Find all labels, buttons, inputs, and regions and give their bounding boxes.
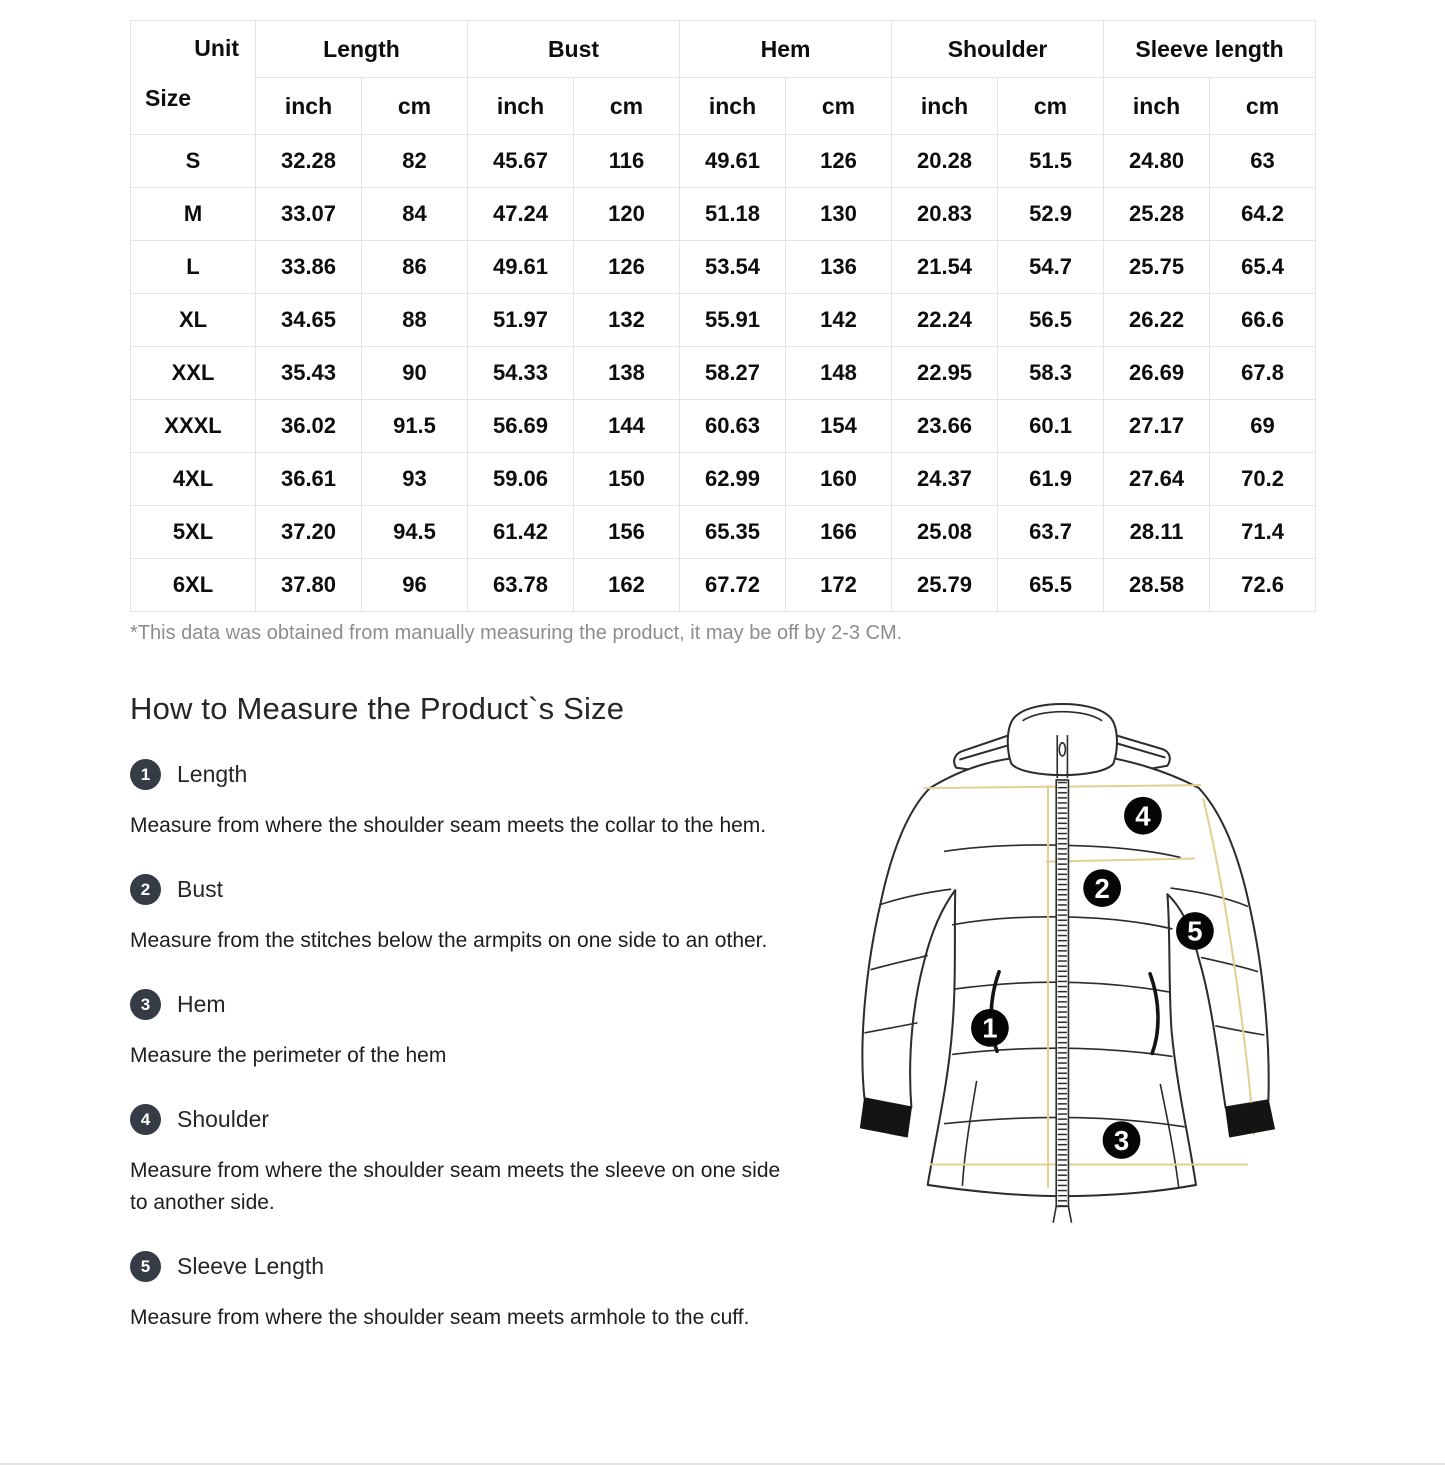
table-row — [131, 506, 1316, 559]
table-cell: 54.7 — [998, 241, 1104, 294]
table-cell: 60.1 — [998, 400, 1104, 453]
measure-item-label: Shoulder — [177, 1106, 270, 1132]
size-label: 5XL — [131, 506, 256, 559]
table-cell: 54.33 — [468, 347, 574, 400]
table-cell: 65.35 — [680, 506, 786, 559]
diagram-marker — [1124, 797, 1162, 835]
table-cell: 142 — [786, 294, 892, 347]
table-row — [131, 135, 1316, 188]
table-row — [131, 188, 1316, 241]
table-cell: 47.24 — [468, 188, 574, 241]
table-row — [131, 453, 1316, 506]
table-cell: 88 — [362, 294, 468, 347]
table-cell: 37.20 — [256, 506, 362, 559]
unit-header: inch — [468, 78, 574, 135]
measure-item-label: Sleeve Length — [177, 1253, 325, 1279]
svg-text:4: 4 — [1135, 800, 1151, 832]
table-cell: 64.2 — [1210, 188, 1316, 241]
table-cell: 148 — [786, 347, 892, 400]
table-cell: 56.5 — [998, 294, 1104, 347]
unit-header: cm — [1210, 78, 1316, 135]
measure-section-title: How to Measure the Product`s Size — [130, 691, 625, 726]
unit-header: inch — [892, 78, 998, 135]
table-cell: 144 — [574, 400, 680, 453]
table-cell: 70.2 — [1210, 453, 1316, 506]
table-cell: 136 — [786, 241, 892, 294]
table-row — [131, 294, 1316, 347]
size-table-body — [131, 135, 1316, 612]
corner-unit-label: Unit — [194, 35, 239, 61]
table-cell: 58.3 — [998, 347, 1104, 400]
table-cell: 25.28 — [1104, 188, 1210, 241]
table-cell: 51.97 — [468, 294, 574, 347]
column-group-bust: Bust — [468, 21, 680, 78]
measure-item-description: Measure from where the shoulder seam meets the sleeve on one side to another side. — [130, 1159, 781, 1214]
size-label: 4XL — [131, 453, 256, 506]
svg-text:5: 5 — [1187, 915, 1203, 947]
table-cell: 90 — [362, 347, 468, 400]
unit-header: inch — [680, 78, 786, 135]
size-label: S — [131, 135, 256, 188]
measure-item-label: Bust — [177, 876, 224, 902]
table-cell: 27.17 — [1104, 400, 1210, 453]
step-number-badge: 3 — [130, 989, 161, 1020]
size-chart-table — [130, 20, 1316, 612]
table-cell: 20.83 — [892, 188, 998, 241]
unit-header: inch — [1104, 78, 1210, 135]
table-cell: 67.72 — [680, 559, 786, 612]
table-cell: 22.95 — [892, 347, 998, 400]
table-cell: 126 — [574, 241, 680, 294]
table-row — [131, 400, 1316, 453]
table-cell: 65.4 — [1210, 241, 1316, 294]
table-cell: 138 — [574, 347, 680, 400]
size-label: M — [131, 188, 256, 241]
step-number-badge: 5 — [130, 1251, 161, 1282]
table-cell: 126 — [786, 135, 892, 188]
size-label: 6XL — [131, 559, 256, 612]
table-cell: 132 — [574, 294, 680, 347]
table-cell: 56.69 — [468, 400, 574, 453]
table-cell: 25.08 — [892, 506, 998, 559]
unit-header: inch — [256, 78, 362, 135]
table-cell: 33.07 — [256, 188, 362, 241]
size-label: XXL — [131, 347, 256, 400]
table-cell: 162 — [574, 559, 680, 612]
table-cell: 94.5 — [362, 506, 468, 559]
zipper-icon — [1053, 780, 1071, 1223]
size-guide-page — [0, 20, 1445, 1465]
table-cell: 53.54 — [680, 241, 786, 294]
size-label: XXXL — [131, 400, 256, 453]
column-group-sleeve-length: Sleeve length — [1104, 21, 1316, 78]
jacket-diagram — [856, 678, 1336, 1290]
svg-text:1: 1 — [982, 1012, 998, 1044]
table-cell: 91.5 — [362, 400, 468, 453]
step-number-badge: 2 — [130, 874, 161, 905]
svg-text:2: 2 — [1094, 872, 1110, 904]
table-cell: 116 — [574, 135, 680, 188]
table-cell: 96 — [362, 559, 468, 612]
table-cell: 63 — [1210, 135, 1316, 188]
table-cell: 35.43 — [256, 347, 362, 400]
table-cell: 37.80 — [256, 559, 362, 612]
diagram-marker — [971, 1009, 1009, 1047]
diagram-marker — [1083, 869, 1121, 907]
diagram-marker — [1176, 912, 1214, 950]
measure-item-label: Hem — [177, 991, 226, 1017]
table-unit-header-row — [131, 78, 1316, 135]
measure-item — [130, 874, 820, 957]
table-cell: 33.86 — [256, 241, 362, 294]
table-cell: 49.61 — [468, 241, 574, 294]
table-cell: 27.64 — [1104, 453, 1210, 506]
table-cell: 58.27 — [680, 347, 786, 400]
table-cell: 52.9 — [998, 188, 1104, 241]
table-cell: 25.79 — [892, 559, 998, 612]
table-row — [131, 241, 1316, 294]
table-cell: 69 — [1210, 400, 1316, 453]
unit-header: cm — [574, 78, 680, 135]
table-cell: 61.9 — [998, 453, 1104, 506]
table-cell: 150 — [574, 453, 680, 506]
table-cell: 51.18 — [680, 188, 786, 241]
table-cell: 59.06 — [468, 453, 574, 506]
table-cell: 166 — [786, 506, 892, 559]
table-cell: 63.7 — [998, 506, 1104, 559]
column-group-length: Length — [256, 21, 468, 78]
table-cell: 72.6 — [1210, 559, 1316, 612]
measure-item — [130, 1104, 820, 1219]
table-cell: 154 — [786, 400, 892, 453]
size-label: XL — [131, 294, 256, 347]
table-cell: 51.5 — [998, 135, 1104, 188]
table-cell: 93 — [362, 453, 468, 506]
how-to-measure-section — [130, 691, 820, 1334]
measure-item — [130, 759, 820, 842]
table-cell: 63.78 — [468, 559, 574, 612]
unit-header: cm — [362, 78, 468, 135]
measurement-note: *This data was obtained from manually measuring the product, it may be off by 2-3 CM. — [130, 622, 903, 644]
column-group-hem: Hem — [680, 21, 892, 78]
table-cell: 65.5 — [998, 559, 1104, 612]
table-cell: 28.58 — [1104, 559, 1210, 612]
diagram-marker — [1103, 1121, 1141, 1159]
table-cell: 28.11 — [1104, 506, 1210, 559]
table-cell: 61.42 — [468, 506, 574, 559]
table-cell: 32.28 — [256, 135, 362, 188]
step-number-badge: 1 — [130, 759, 161, 790]
table-cell: 172 — [786, 559, 892, 612]
measure-item — [130, 989, 820, 1072]
table-cell: 25.75 — [1104, 241, 1210, 294]
table-cell: 36.61 — [256, 453, 362, 506]
table-cell: 130 — [786, 188, 892, 241]
table-cell: 84 — [362, 188, 468, 241]
measure-list — [130, 759, 820, 1334]
table-row — [131, 559, 1316, 612]
table-cell: 45.67 — [468, 135, 574, 188]
table-cell: 26.69 — [1104, 347, 1210, 400]
collar-icon — [1008, 704, 1117, 778]
corner-size-label: Size — [145, 85, 192, 111]
table-cell: 160 — [786, 453, 892, 506]
unit-header: cm — [786, 78, 892, 135]
table-corner-cell — [131, 21, 256, 135]
table-cell: 62.99 — [680, 453, 786, 506]
table-cell: 24.80 — [1104, 135, 1210, 188]
table-cell: 22.24 — [892, 294, 998, 347]
table-cell: 26.22 — [1104, 294, 1210, 347]
table-cell: 120 — [574, 188, 680, 241]
unit-header: cm — [998, 78, 1104, 135]
step-number-badge: 4 — [130, 1104, 161, 1135]
table-cell: 21.54 — [892, 241, 998, 294]
table-cell: 20.28 — [892, 135, 998, 188]
table-cell: 86 — [362, 241, 468, 294]
table-cell: 66.6 — [1210, 294, 1316, 347]
table-cell: 23.66 — [892, 400, 998, 453]
table-row — [131, 347, 1316, 400]
measure-item-description: Measure from where the shoulder seam meets armhole to the cuff. — [130, 1306, 750, 1329]
table-cell: 49.61 — [680, 135, 786, 188]
table-cell: 36.02 — [256, 400, 362, 453]
table-cell: 34.65 — [256, 294, 362, 347]
measure-item — [130, 1251, 820, 1334]
column-group-shoulder: Shoulder — [892, 21, 1104, 78]
table-cell: 82 — [362, 135, 468, 188]
table-cell: 55.91 — [680, 294, 786, 347]
table-cell: 71.4 — [1210, 506, 1316, 559]
table-cell: 60.63 — [680, 400, 786, 453]
measure-item-description: Measure the perimeter of the hem — [130, 1044, 447, 1067]
measure-item-label: Length — [177, 761, 248, 787]
measure-item-description: Measure from the stitches below the armpits on one side to an other. — [130, 929, 768, 952]
table-group-header-row — [131, 21, 1316, 78]
table-cell: 156 — [574, 506, 680, 559]
size-label: L — [131, 241, 256, 294]
table-cell: 24.37 — [892, 453, 998, 506]
svg-text:3: 3 — [1113, 1124, 1130, 1156]
measure-item-description: Measure from where the shoulder seam meets the collar to the hem. — [130, 814, 767, 837]
table-cell: 67.8 — [1210, 347, 1316, 400]
